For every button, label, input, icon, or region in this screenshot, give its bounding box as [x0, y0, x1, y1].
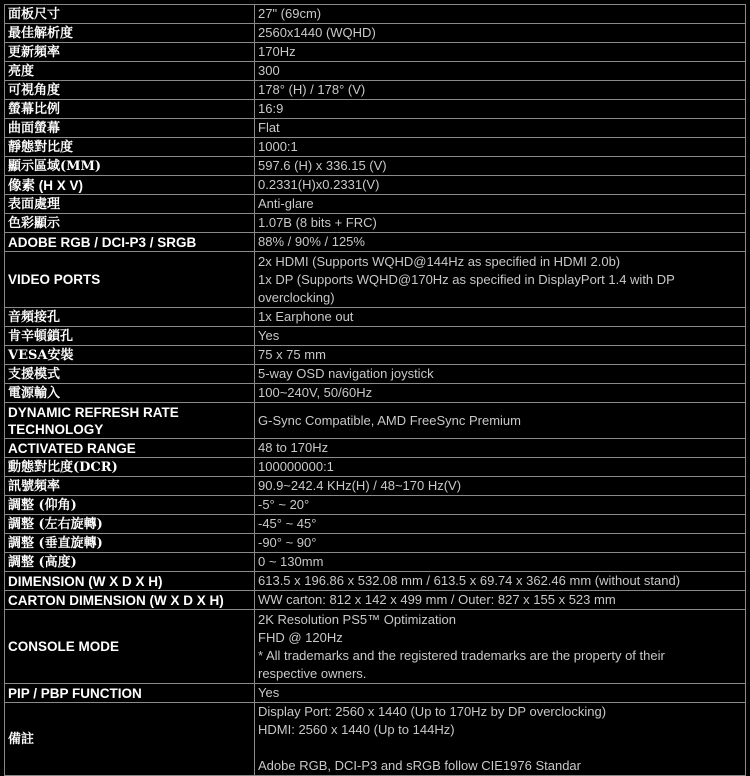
spec-value — [255, 5, 746, 24]
spec-row — [5, 252, 746, 308]
spec-value — [255, 43, 746, 62]
spec-value-line: -5° ~ 20° — [258, 497, 310, 512]
spec-row — [5, 384, 746, 403]
spec-row — [5, 5, 746, 24]
spec-row — [5, 403, 746, 439]
spec-value-line: Adobe RGB, DCI-P3 and sRGB follow CIE1976 Standar — [258, 758, 581, 773]
spec-label: 曲面螢幕 — [5, 119, 255, 138]
spec-row — [5, 43, 746, 62]
spec-value — [255, 62, 746, 81]
spec-value-line: 2560x1440 (WQHD) — [258, 25, 376, 40]
spec-value-line: 48 to 170Hz — [258, 440, 329, 455]
spec-row — [5, 477, 746, 496]
spec-value-line: HDMI: 2560 x 1440 (Up to 144Hz) — [258, 722, 455, 737]
spec-row — [5, 591, 746, 610]
spec-value-line: Flat — [258, 120, 280, 135]
spec-label: 像素 (H X V) — [5, 176, 255, 195]
spec-row — [5, 496, 746, 515]
spec-label: 音頻接孔 — [5, 308, 255, 327]
spec-label: 調整 (左右旋轉) — [5, 515, 255, 534]
spec-label: 可視角度 — [5, 81, 255, 100]
spec-value — [255, 553, 746, 572]
spec-value-line: 1000:1 — [258, 139, 298, 154]
spec-value — [255, 477, 746, 496]
spec-row — [5, 610, 746, 684]
spec-row — [5, 346, 746, 365]
spec-row — [5, 100, 746, 119]
spec-row — [5, 308, 746, 327]
spec-value — [255, 119, 746, 138]
spec-row — [5, 138, 746, 157]
spec-label: 調整 (垂直旋轉) — [5, 534, 255, 553]
spec-value-line: 5-way OSD navigation joystick — [258, 366, 434, 381]
spec-value-line: Display Port: 2560 x 1440 (Up to 170Hz by DP overclocking) — [258, 704, 607, 719]
spec-row — [5, 327, 746, 346]
spec-value — [255, 384, 746, 403]
spec-value — [255, 403, 746, 439]
spec-row — [5, 157, 746, 176]
spec-value — [255, 591, 746, 610]
spec-row — [5, 553, 746, 572]
spec-value-line: Anti-glare — [258, 196, 314, 211]
spec-row — [5, 24, 746, 43]
spec-value — [255, 176, 746, 195]
spec-value — [255, 534, 746, 553]
spec-row — [5, 233, 746, 252]
spec-label: ADOBE RGB / DCI-P3 / SRGB — [5, 233, 255, 252]
spec-label: 備註 — [5, 703, 255, 776]
spec-value-line: 0 ~ 130mm — [258, 554, 324, 569]
spec-value-line: 178° (H) / 178° (V) — [258, 82, 366, 97]
spec-value-line: Yes — [258, 685, 280, 700]
spec-label: ACTIVATED RANGE — [5, 439, 255, 458]
spec-value — [255, 572, 746, 591]
spec-value — [255, 195, 746, 214]
spec-value — [255, 610, 746, 684]
spec-value-line: Yes — [258, 328, 280, 343]
spec-label: CARTON DIMENSION (W X D X H) — [5, 591, 255, 610]
spec-value-line: 0.2331(H)x0.2331(V) — [258, 177, 380, 192]
spec-label: 電源輸入 — [5, 384, 255, 403]
spec-label: 肯辛頓鎖孔 — [5, 327, 255, 346]
spec-label: 更新頻率 — [5, 43, 255, 62]
spec-label: CONSOLE MODE — [5, 610, 255, 684]
spec-value-line: FHD @ 120Hz — [258, 629, 343, 645]
spec-row — [5, 515, 746, 534]
spec-label: 最佳解析度 — [5, 24, 255, 43]
spec-value-line: -90° ~ 90° — [258, 535, 317, 550]
spec-value-line: 88% / 90% / 125% — [258, 234, 365, 249]
spec-value-line: 613.5 x 196.86 x 532.08 mm / 613.5 x 69.74 x 362.46 mm (without stand) — [258, 573, 681, 588]
spec-value-line: 2x HDMI (Supports WQHD@144Hz as specified in HDMI 2.0b) — [258, 253, 621, 269]
spec-label: DIMENSION (W X D X H) — [5, 572, 255, 591]
spec-label: PIP / PBP FUNCTION — [5, 684, 255, 703]
spec-value-line: 100000000:1 — [258, 459, 334, 474]
spec-value-line: 300 — [258, 63, 280, 78]
spec-label: 動態對比度(DCR) — [5, 458, 255, 477]
spec-label: 螢幕比例 — [5, 100, 255, 119]
spec-value — [255, 157, 746, 176]
spec-row — [5, 684, 746, 703]
spec-value-line: 27" (69cm) — [258, 6, 322, 21]
spec-row — [5, 365, 746, 384]
spec-label: VIDEO PORTS — [5, 252, 255, 308]
spec-label: 靜態對比度 — [5, 138, 255, 157]
spec-value — [255, 24, 746, 43]
spec-value-line: 1.07B (8 bits + FRC) — [258, 215, 377, 230]
spec-value — [255, 81, 746, 100]
spec-value — [255, 252, 746, 308]
spec-table-body — [5, 5, 746, 776]
spec-value-line: 597.6 (H) x 336.15 (V) — [258, 158, 387, 173]
spec-value-line: 2K Resolution PS5™ Optimization — [258, 611, 456, 627]
spec-label: 亮度 — [5, 62, 255, 81]
spec-row — [5, 439, 746, 458]
spec-value — [255, 703, 746, 776]
spec-value — [255, 308, 746, 327]
spec-row — [5, 458, 746, 477]
spec-value — [255, 327, 746, 346]
spec-label: VESA安裝 — [5, 346, 255, 365]
spec-label: 支援模式 — [5, 365, 255, 384]
spec-row — [5, 119, 746, 138]
spec-value-line: 170Hz — [258, 44, 296, 59]
spec-row — [5, 703, 746, 776]
spec-label: 表面處理 — [5, 195, 255, 214]
spec-value-line: 1x DP (Supports WQHD@170Hz as specified in DisplayPort 1.4 with DP — [258, 271, 675, 287]
spec-value-line: respective owners. — [258, 665, 367, 681]
spec-row — [5, 572, 746, 591]
spec-value — [255, 439, 746, 458]
spec-value — [255, 496, 746, 515]
spec-value-line: 16:9 — [258, 101, 284, 116]
spec-label: 色彩顯示 — [5, 214, 255, 233]
spec-value — [255, 365, 746, 384]
spec-value — [255, 100, 746, 119]
spec-value-line: WW carton: 812 x 142 x 499 mm / Outer: 827 x 155 x 523 mm — [258, 592, 616, 607]
spec-value-line: overclocking) — [258, 289, 335, 305]
spec-row — [5, 214, 746, 233]
spec-value-line: -45° ~ 45° — [258, 516, 317, 531]
spec-row — [5, 534, 746, 553]
spec-row — [5, 62, 746, 81]
spec-value — [255, 458, 746, 477]
spec-value — [255, 214, 746, 233]
spec-row — [5, 176, 746, 195]
spec-value-line: 90.9~242.4 KHz(H) / 48~170 Hz(V) — [258, 478, 462, 493]
spec-value-line — [258, 739, 742, 757]
spec-label: 訊號頻率 — [5, 477, 255, 496]
spec-value-line: G-Sync Compatible, AMD FreeSync Premium — [258, 412, 521, 428]
spec-value — [255, 138, 746, 157]
spec-label: 面板尺寸 — [5, 5, 255, 24]
spec-value-line: 75 x 75 mm — [258, 347, 326, 362]
spec-value — [255, 684, 746, 703]
spec-label: 調整 (高度) — [5, 553, 255, 572]
spec-row — [5, 195, 746, 214]
spec-value-line: * All trademarks and the registered trademarks are the property of their — [258, 647, 665, 663]
spec-label: 顯示區域(MM) — [5, 157, 255, 176]
spec-value — [255, 515, 746, 534]
spec-value — [255, 233, 746, 252]
spec-row — [5, 81, 746, 100]
spec-label: DYNAMIC REFRESH RATE TECHNOLOGY — [5, 403, 255, 439]
spec-value — [255, 346, 746, 365]
spec-value-line: 1x Earphone out — [258, 309, 354, 324]
spec-table — [4, 4, 746, 776]
spec-value-line: 100~240V, 50/60Hz — [258, 385, 373, 400]
spec-label: 調整 (仰角) — [5, 496, 255, 515]
